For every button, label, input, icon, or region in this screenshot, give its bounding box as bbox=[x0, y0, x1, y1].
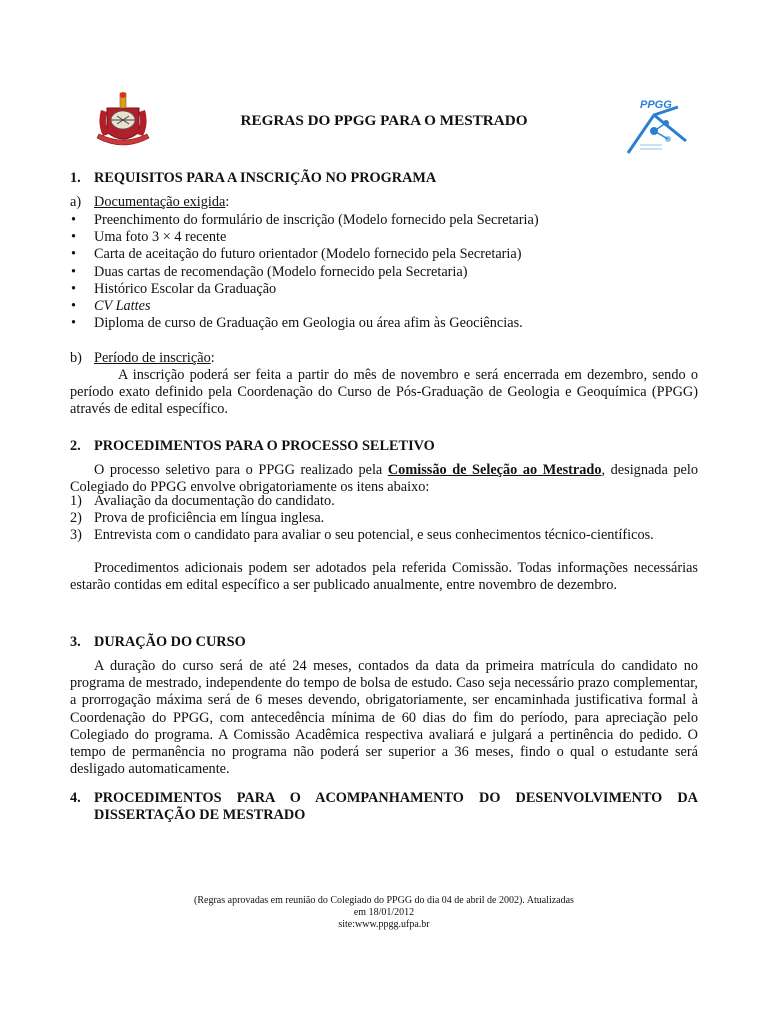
list-item-text: Histórico Escolar da Graduação bbox=[94, 280, 277, 297]
item-number: 1) bbox=[70, 493, 82, 509]
list-item bbox=[70, 493, 654, 510]
section-title: PROCEDIMENTOS PARA O PROCESSO SELETIVO bbox=[94, 438, 435, 454]
subsection-b-label bbox=[70, 350, 82, 367]
bullet-icon: • bbox=[71, 246, 77, 263]
list-item bbox=[70, 246, 539, 263]
footer-site: site:www.ppgg.ufpa.br bbox=[338, 919, 430, 930]
list-item bbox=[70, 527, 654, 544]
selection-closing: Procedimentos adicionais podem ser adotados pela referida Comissão. Todas informações necessárias estarão contidas em edital específico a ser publicado anualmente, entre novembro de dezembro. bbox=[70, 560, 698, 594]
bullet-icon: • bbox=[71, 315, 77, 332]
colon: : bbox=[225, 194, 230, 210]
documents-list bbox=[70, 212, 539, 332]
list-item bbox=[70, 264, 539, 281]
list-item bbox=[70, 298, 539, 315]
footer bbox=[0, 895, 768, 931]
list-item-text: Uma foto 3 × 4 recente bbox=[94, 229, 227, 246]
list-item bbox=[70, 229, 539, 246]
list-item-text: Prova de proficiência em língua inglesa. bbox=[94, 510, 325, 527]
section-number: 4. bbox=[70, 790, 81, 806]
document-title: REGRAS DO PPGG PARA O MESTRADO bbox=[240, 112, 528, 129]
section-number: 3. bbox=[70, 634, 81, 650]
list-item-text: Duas cartas de recomendação (Modelo fornecido pela Secretaria) bbox=[94, 263, 468, 280]
subsection-b-title bbox=[94, 350, 215, 367]
list-item-text: Carta de aceitação do futuro orientador (Modelo fornecido pela Secretaria) bbox=[94, 246, 522, 263]
bullet-icon: • bbox=[71, 297, 77, 314]
subsection-letter: a) bbox=[70, 194, 82, 210]
bullet-icon: • bbox=[71, 229, 77, 246]
subsection-a-label bbox=[70, 194, 81, 211]
section-4-title-line2: DISSERTAÇÃO DE MESTRADO bbox=[94, 807, 306, 823]
selection-steps-list bbox=[70, 493, 654, 545]
item-number: 3) bbox=[70, 527, 82, 544]
colon: : bbox=[210, 350, 215, 366]
section-4-title-line1: PROCEDIMENTOS PARA O ACOMPANHAMENTO DO DESENVOLVIMENTO DA bbox=[94, 790, 698, 806]
list-item-text: Diploma de curso de Graduação em Geologia ou área afim às Geociências. bbox=[94, 315, 523, 332]
bullet-icon: • bbox=[71, 263, 77, 280]
intro-text: O processo seletivo para o PPGG realizado pela bbox=[94, 462, 388, 478]
section-title: DURAÇÃO DO CURSO bbox=[94, 634, 246, 650]
section-title: REQUISITOS PARA A INSCRIÇÃO NO PROGRAMA bbox=[94, 170, 437, 186]
subsection-title: Período de inscrição bbox=[94, 350, 211, 366]
list-item-text: Avaliação da documentação do candidato. bbox=[94, 493, 335, 509]
footer-line: (Regras aprovadas em reunião do Colegiado do PPGG do dia 04 de abril de 2002). Atualizadas bbox=[194, 895, 574, 906]
bullet-icon: • bbox=[71, 280, 77, 297]
section-number: 1. bbox=[70, 170, 81, 186]
list-item bbox=[70, 315, 539, 332]
section-number: 2. bbox=[70, 438, 81, 454]
item-number: 2) bbox=[70, 510, 82, 527]
registration-period-text: A inscrição poderá ser feita a partir do mês de novembro e será encerrada em dezembro, sendo o período exato definido pela Coordenação do Curso de Pós-Graduação de Geologia e Geoquímica (PPGG) através de edital específico. bbox=[70, 367, 698, 418]
ppgg-logo-text: PPGG bbox=[640, 99, 672, 111]
list-item-text: CV Lattes bbox=[94, 297, 151, 314]
subsection-title: Documentação exigida bbox=[94, 194, 226, 210]
intro-text-continued: , designada pelo Colegiado do PPGG envolve obrigatoriamente os itens abaixo: bbox=[70, 462, 698, 496]
list-item-text: Entrevista com o candidato para avaliar o seu potencial, e seus conhecimentos técnico-científicos. bbox=[94, 527, 654, 544]
bullet-icon: • bbox=[71, 212, 77, 228]
course-duration-text: A duração do curso será de até 24 meses, contados da data da primeira matrícula do candidato no programa de mestrado, independente do tempo de bolsa de estudo. Caso seja necessário prazo complementar, a prorrogação máxima será de 6 meses devendo, obrigatoriamente, ser encaminhada justificativa formal à Coordenação do PPGG, com antecedência mínima de 60 dias do fim do período, para apreciação pelo Colegiado do programa. A Comissão Acadêmica respectiva avaliará e julgará a pertinência do pedido. O tempo de permanência no programa não poderá ser superior a 36 meses, findo o qual o estudante será desligado automaticamente. bbox=[70, 658, 698, 778]
list-item-text: Preenchimento do formulário de inscrição (Modelo fornecido pela Secretaria) bbox=[94, 212, 539, 228]
selection-intro bbox=[70, 462, 698, 496]
list-item bbox=[70, 510, 654, 527]
list-item bbox=[70, 281, 539, 298]
subsection-a-title bbox=[94, 194, 229, 211]
subsection-letter: b) bbox=[70, 350, 82, 366]
committee-name: Comissão de Seleção ao Mestrado bbox=[387, 462, 602, 478]
list-item bbox=[70, 212, 539, 229]
footer-line: em 18/01/2012 bbox=[353, 907, 415, 918]
